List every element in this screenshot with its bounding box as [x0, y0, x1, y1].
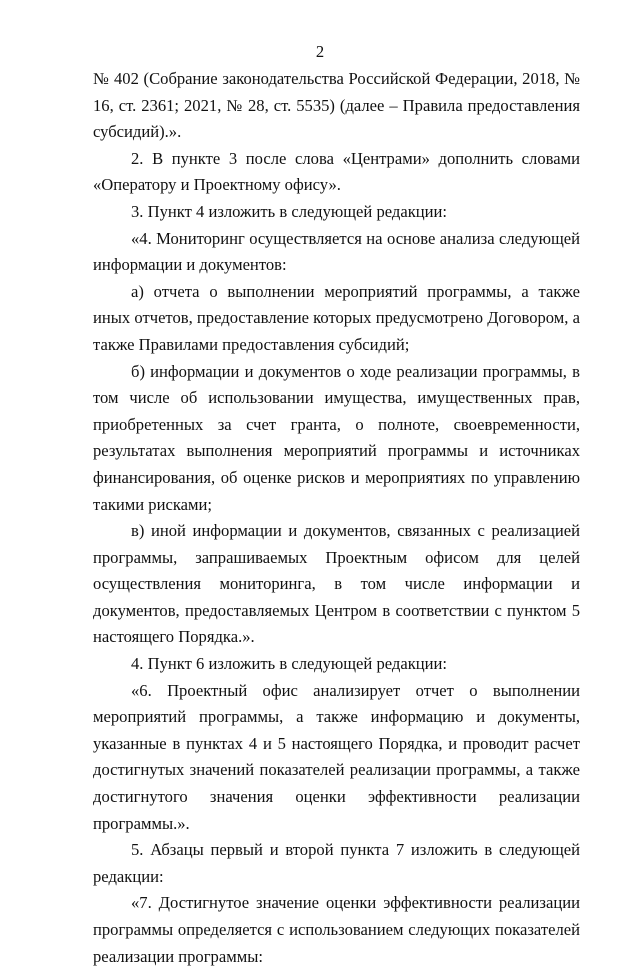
paragraph-subitem-b: б) информации и документов о ходе реализации программы, в том числе об использовании имущества, имущественных прав, приобретенных за счет гранта, о полноте, своевременности, результатах выполнения мероприятий программы и источниках финансирования, об оценке рисков и мероприятиях по управлению такими рисками; [93, 361, 580, 514]
paragraph-subitem-a: а) отчета о выполнении мероприятий программы, а также иных отчетов, предоставление которых предусмотрено Договором, а также Правилами предоставления субсидий; [93, 281, 580, 354]
paragraph-subitem-v: в) иной информации и документов, связанных с реализацией программы, запрашиваемых Проектным офисом для целей осуществления мониторинга, в том числе информации и документов, предоставляемых Центром в соответствии с пунктом 5 настоящего Порядка.». [93, 521, 580, 647]
paragraph-clause-7: «7. Достигнутое значение оценки эффективности реализации программы определяется с использованием следующих показателей реализации программы: [93, 893, 580, 966]
paragraph-item-4: 4. Пункт 6 изложить в следующей редакции: [131, 654, 448, 674]
paragraph-clause-4: «4. Мониторинг осуществляется на основе анализа следующей информации и документов: [93, 228, 580, 275]
paragraph-item-3: 3. Пункт 4 изложить в следующей редакции: [131, 201, 448, 221]
paragraph-item-5: 5. Абзацы первый и второй пункта 7 изложить в следующей редакции: [93, 840, 580, 886]
page-number: 2 [315, 42, 325, 61]
paragraph-clause-6: «6. Проектный офис анализирует отчет о выполнении мероприятий программы, а также информацию и документы, указанные в пунктах 4 и 5 настоящего Порядка, и проводит расчет достигнутых значений показателей реализации программы, а также достигнутого значения оценки эффективности реализации программы.». [93, 680, 580, 833]
document-body [93, 66, 580, 970]
paragraph-continuation: № 402 (Собрание законодательства Российской Федерации, 2018, № 16, ст. 2361; 2021, № 28, ст. 5535) (далее – Правила предоставления субсидий).». [93, 69, 580, 142]
paragraph-item-2: 2. В пункте 3 после слова «Центрами» дополнить словами «Оператору и Проектному офису». [93, 148, 580, 195]
